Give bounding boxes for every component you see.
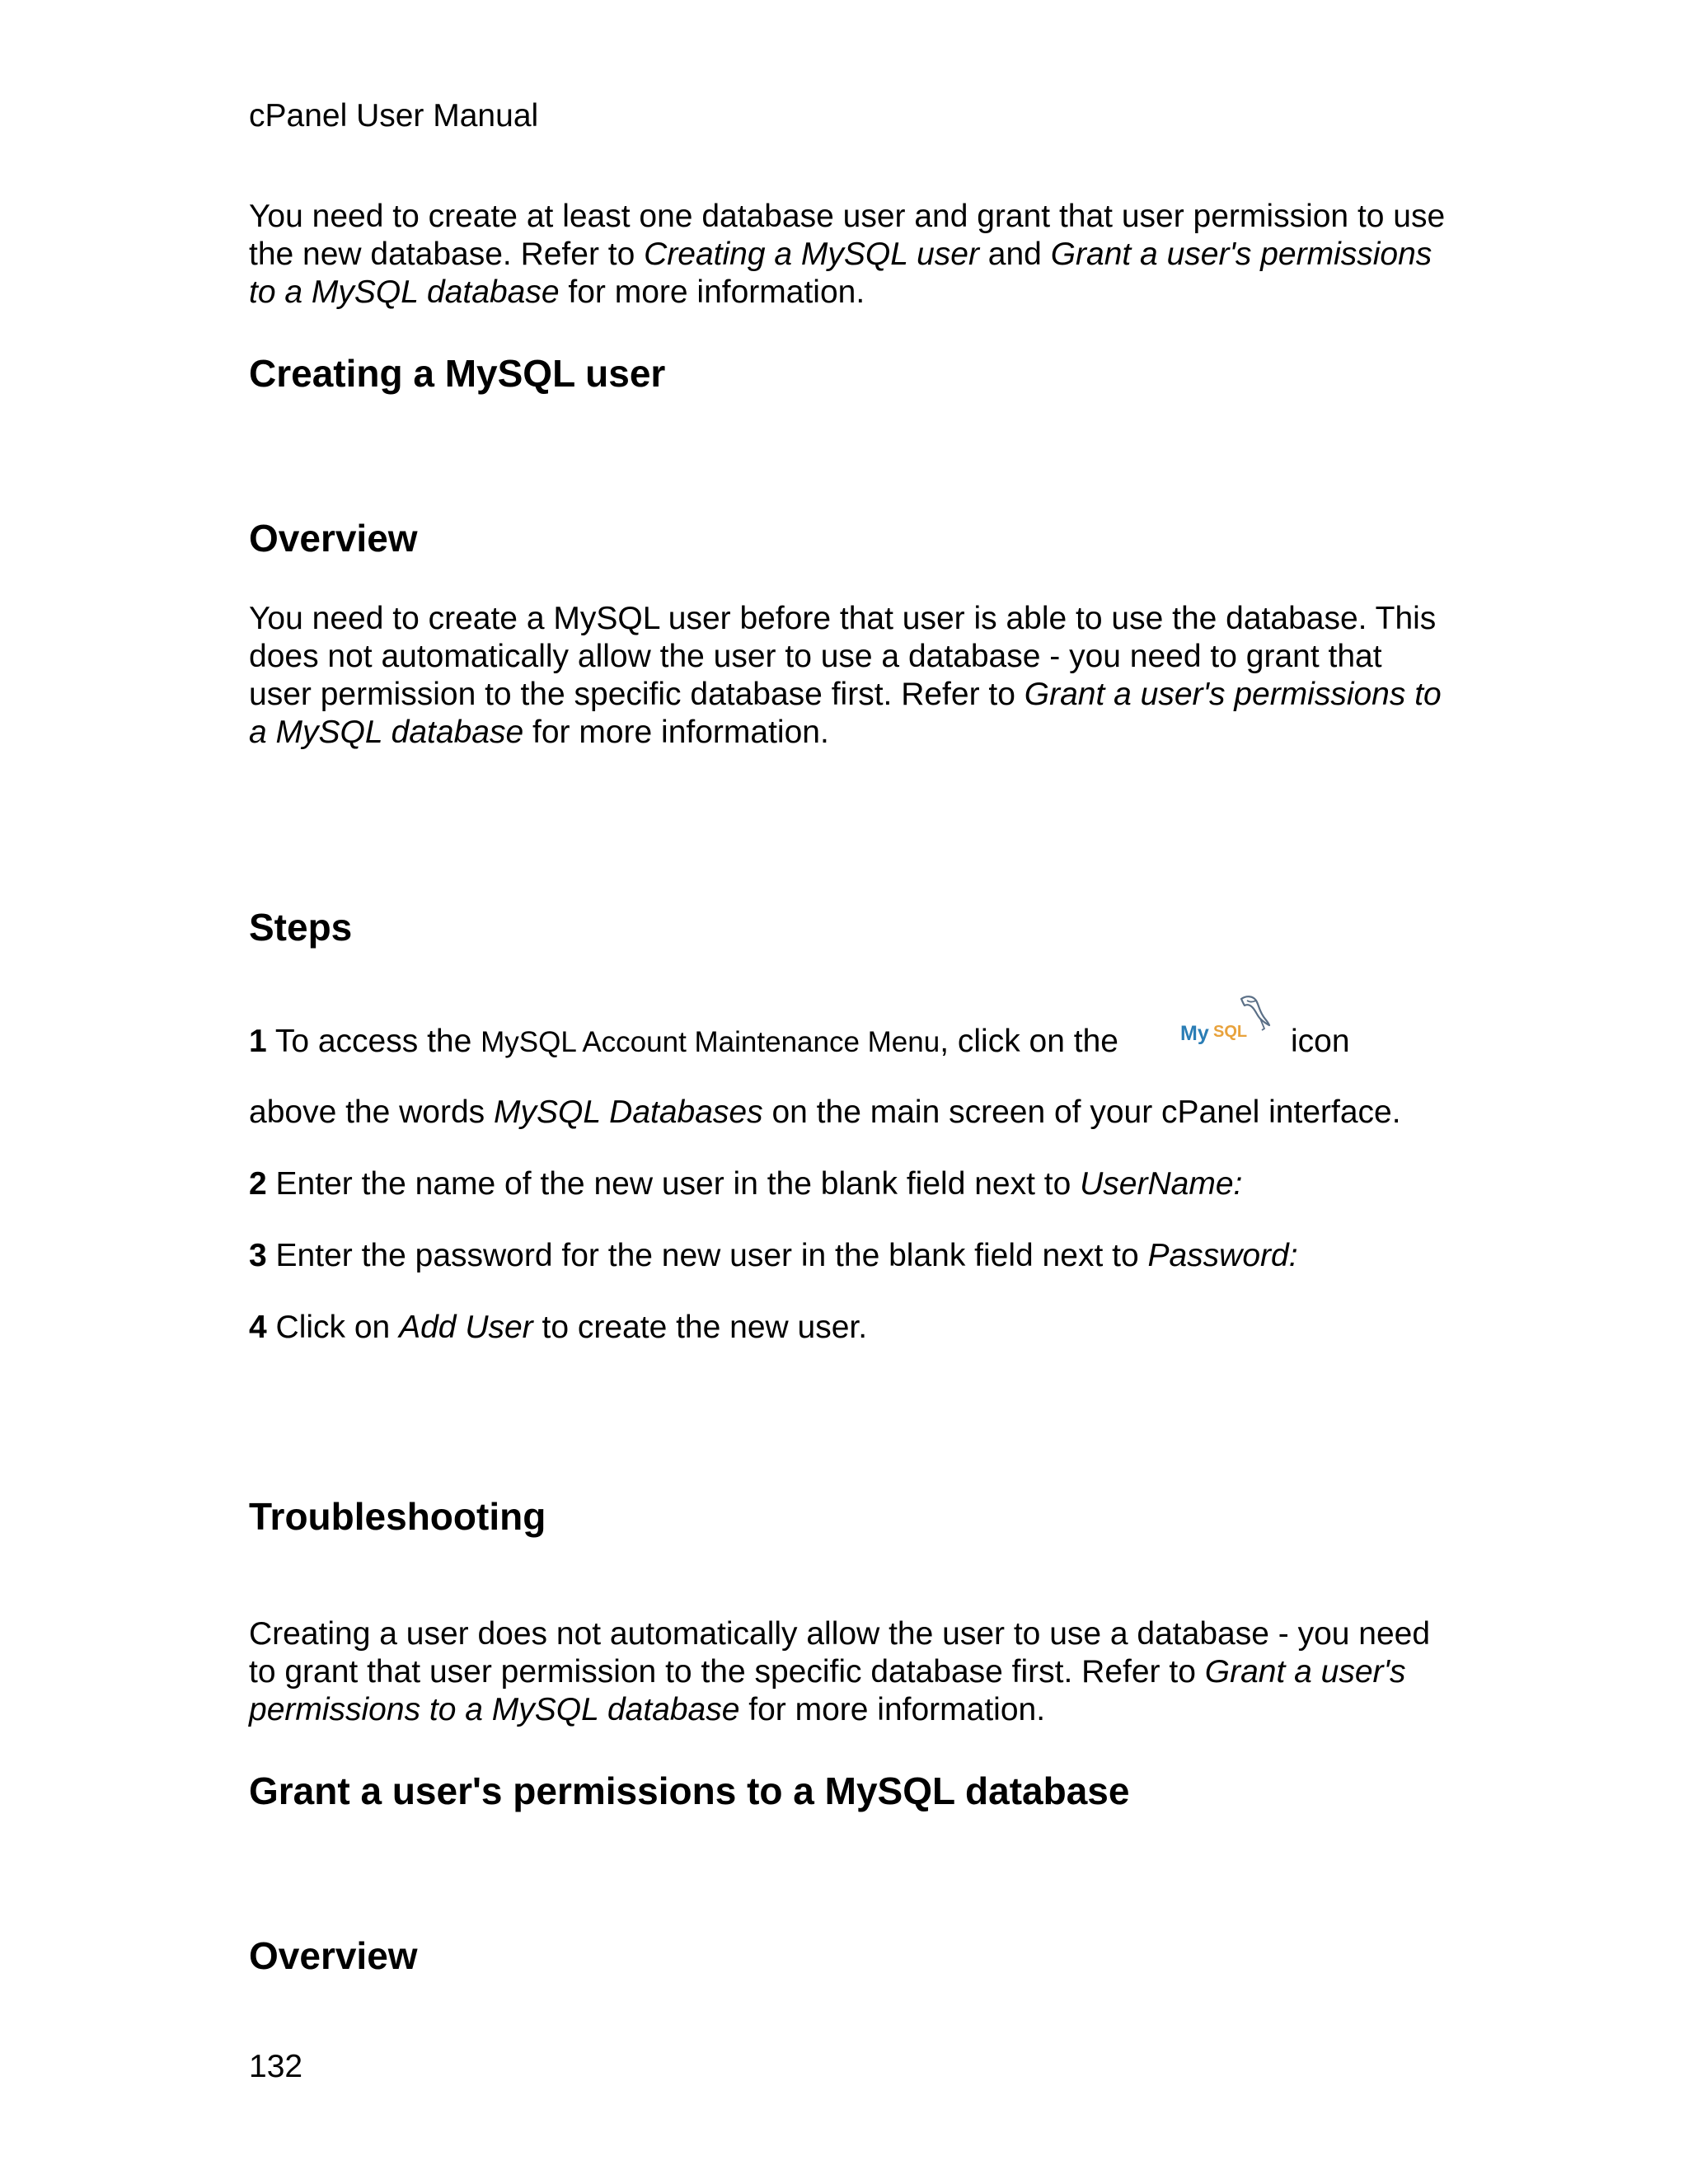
intro-text-1: You need to create at least one database user and grant that user permission to use the new database. Refer to [249,199,1446,272]
step-text: To access the [266,1024,481,1059]
link-grant-permissions[interactable]: Grant a user's permissions to a MySQL database [249,1654,1406,1727]
step-text: Enter the password for the new user in the blank field next to [266,1238,1148,1273]
logo-text-sql: SQL [1213,1023,1248,1041]
heading-grant-permissions: Grant a user's permissions to a MySQL database [249,1769,1130,1812]
troubleshooting-paragraph [249,1615,1452,1729]
step-1-icon-label: icon [1291,1024,1350,1059]
heading-steps: Steps [249,906,353,949]
step-emphasis: Password: [1147,1238,1298,1273]
heading-overview: Overview [249,1934,418,1977]
step-text: , click on the [940,1024,1118,1059]
step-emphasis: MySQL Databases [494,1094,763,1130]
step-4 [249,1309,867,1347]
overview-text-2: for more information. [523,715,829,750]
logo-text-my: My [1180,1022,1209,1045]
page-number: 132 [249,2049,303,2084]
intro-paragraph [249,198,1452,312]
step-text: to create the new user. [532,1310,868,1345]
troubleshooting-text-2: for more information. [739,1692,1046,1727]
overview-paragraph [249,600,1452,752]
step-emphasis: UserName: [1080,1166,1243,1202]
step-2 [249,1165,1242,1203]
step-3 [249,1237,1298,1275]
step-number: 3 [249,1238,267,1273]
step-number: 2 [249,1166,267,1202]
intro-text-3: for more information. [559,274,865,310]
step-text: on the main screen of your cPanel interface. [762,1094,1401,1130]
heading-overview: Overview [249,517,418,560]
troubleshooting-text-1: Creating a user does not automatically allow the user to use a database - you need to grant that user permission to the specific database first. Refer to [249,1616,1431,1690]
step-text: Click on [266,1310,400,1345]
menu-name: MySQL Account Maintenance Menu [481,1026,940,1058]
link-creating-mysql-user[interactable]: Creating a MySQL user [644,237,979,272]
step-number: 1 [249,1024,267,1059]
link-grant-permissions[interactable]: Grant a user's permissions to a MySQL database [249,677,1442,750]
step-1-continued [249,1094,1401,1132]
step-text: Enter the name of the new user in the blank field next to [266,1166,1081,1202]
heading-creating-mysql-user: Creating a MySQL user [249,352,666,395]
intro-text-2: and [978,237,1051,272]
step-text: above the words [249,1094,495,1130]
step-number: 4 [249,1310,267,1345]
link-grant-permissions[interactable]: Grant a user's permissions to a MySQL database [249,237,1432,310]
step-1 [249,1023,1118,1062]
mysql-logo-icon[interactable] [1177,994,1276,1048]
page-header: cPanel User Manual [249,98,539,134]
step-emphasis: Add User [399,1310,533,1345]
heading-troubleshooting: Troubleshooting [249,1495,546,1538]
overview-text-1: You need to create a MySQL user before that user is able to use the database. This does not automatically allow the user to use a database - you need to grant that user permission to the specific database first. Refer to [249,601,1437,712]
